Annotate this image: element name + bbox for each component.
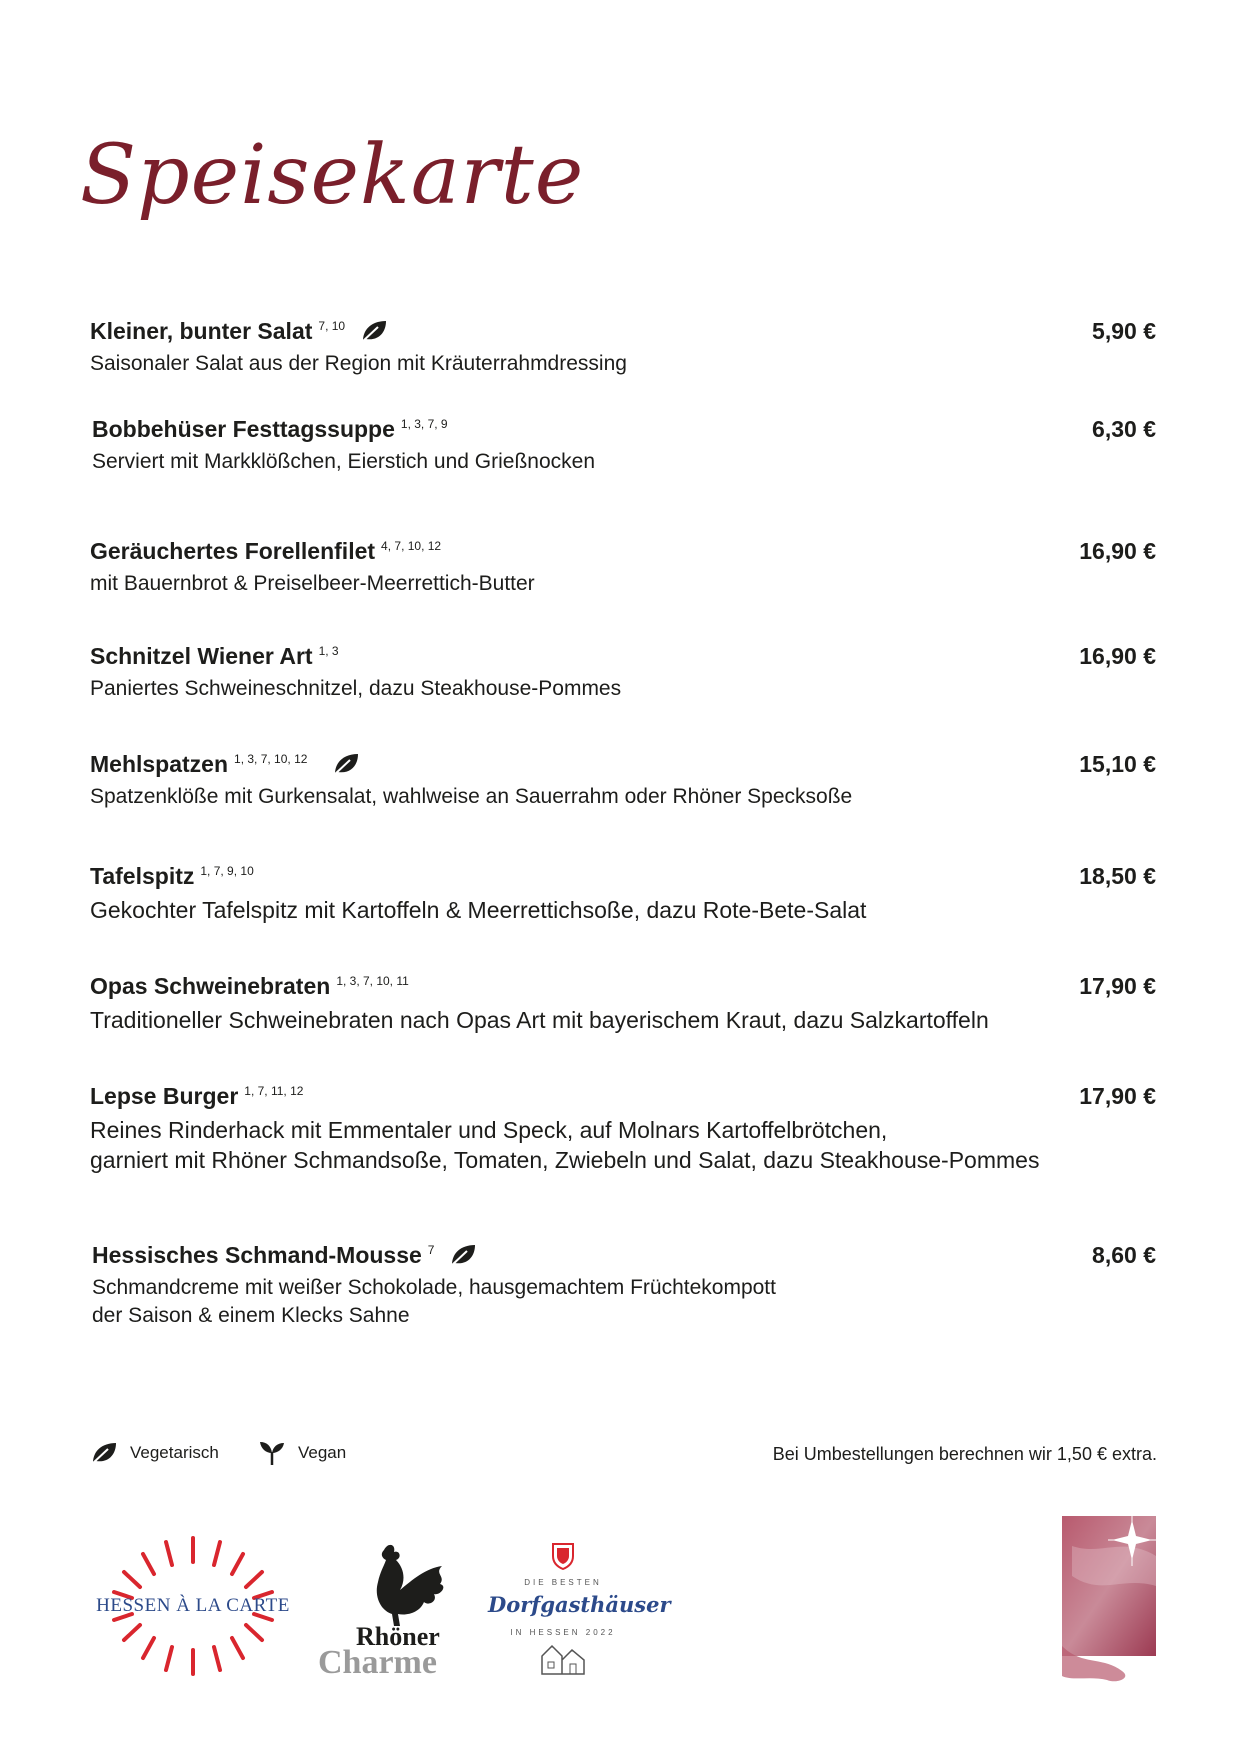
item-description-line: Reines Rinderhack mit Emmentaler und Speck, auf Molnars Kartoffelbrötchen, [90, 1117, 888, 1143]
item-name: Opas Schweinebraten [90, 973, 331, 999]
item-price: 16,90 € [1079, 643, 1156, 669]
item-allergens: 7, 10 [318, 319, 346, 333]
vegetarian-leaf-icon [360, 319, 388, 343]
rooster-icon [354, 1540, 454, 1630]
hessen-logo-text: HESSEN À LA CARTE [96, 1595, 290, 1616]
legend-label: Vegetarisch [130, 1443, 219, 1462]
item-price: 18,50 € [1079, 863, 1156, 889]
menu-item [90, 863, 1156, 925]
item-name: Hessisches Schmand-Mousse [92, 1242, 422, 1268]
menu-item [90, 1083, 1156, 1175]
item-allergens: 7 [427, 1243, 435, 1257]
item-price: 15,10 € [1079, 751, 1156, 777]
menu-item [90, 751, 1156, 811]
menu-item [90, 973, 1156, 1035]
item-description: Traditioneller Schweinebraten nach Opas Art mit bayerischem Kraut, dazu Salzkartoffeln [90, 1007, 989, 1033]
item-description [90, 1115, 1156, 1175]
menu-item [92, 1242, 1156, 1330]
item-name: Kleiner, bunter Salat [90, 318, 313, 344]
hessen-a-la-carte-logo [88, 1530, 298, 1680]
item-name: Geräuchertes Forellenfilet [90, 538, 376, 564]
item-price: 6,30 € [1092, 416, 1156, 442]
watercolor-star-decoration [1062, 1516, 1156, 1684]
dorf-top-text: DIE BESTEN [524, 1578, 602, 1587]
item-name: Bobbehüser Festtagssuppe [92, 416, 395, 442]
surcharge-note: Bei Umbestellungen berechnen wir 1,50 € extra. [772, 1444, 1157, 1464]
item-name: Tafelspitz [90, 863, 195, 889]
rhoener-charme-logo [316, 1540, 466, 1690]
menu-item [90, 538, 1156, 598]
item-description: Paniertes Schweineschnitzel, dazu Steakhouse-Pommes [90, 677, 622, 700]
item-price: 5,90 € [1092, 318, 1156, 344]
item-name: Mehlspatzen [90, 751, 229, 777]
item-name: Schnitzel Wiener Art [90, 643, 313, 669]
hessen-crest-icon [548, 1540, 578, 1570]
menu-item [90, 643, 1156, 703]
item-allergens: 1, 3, 7, 10, 12 [234, 752, 308, 766]
item-allergens: 1, 3, 7, 9 [400, 417, 448, 431]
rhoener-text: Rhöner [356, 1622, 440, 1651]
legend-vegan [258, 1440, 346, 1466]
legend-label: Vegan [298, 1443, 347, 1462]
item-price: 17,90 € [1079, 1083, 1156, 1109]
dorf-main-text: Dorfgasthäuser [488, 1592, 671, 1617]
item-description-line: der Saison & einem Klecks Sahne [92, 1304, 410, 1327]
item-allergens: 1, 3, 7, 10, 11 [336, 974, 409, 988]
item-allergens: 1, 7, 9, 10 [200, 864, 254, 878]
item-description [92, 1274, 1156, 1330]
item-allergens: 4, 7, 10, 12 [381, 539, 442, 553]
item-description-line: garniert mit Rhöner Schmandsoße, Tomaten, Zwiebeln und Salat, dazu Steakhouse-Pommes [90, 1147, 1040, 1173]
item-description-line: Schmandcreme mit weißer Schokolade, hausgemachtem Früchtekompott [92, 1276, 776, 1299]
vegetarian-leaf-icon [90, 1440, 118, 1466]
item-name: Lepse Burger [90, 1083, 239, 1109]
dorf-bottom-text: IN HESSEN 2022 [510, 1628, 616, 1637]
item-price: 8,60 € [1092, 1242, 1156, 1268]
dorfgasthaeuser-logo [488, 1540, 671, 1680]
page-title: Speisekarte [80, 128, 585, 223]
item-description: Saisonaler Salat aus der Region mit Kräuterrahmdressing [90, 352, 627, 375]
item-description: Spatzenklöße mit Gurkensalat, wahlweise an Sauerrahm oder Rhöner Specksoße [90, 785, 853, 808]
village-house-icon [538, 1640, 588, 1676]
item-price: 16,90 € [1079, 538, 1156, 564]
vegetarian-leaf-icon [332, 752, 360, 776]
menu-item [92, 416, 1156, 476]
item-description: mit Bauernbrot & Preiselbeer-Meerrettich-Butter [90, 572, 535, 595]
item-allergens: 1, 3 [318, 644, 339, 658]
menu-item [90, 318, 1156, 378]
item-description: Serviert mit Markklößchen, Eierstich und Grießnocken [92, 450, 596, 473]
vegetarian-leaf-icon [449, 1243, 477, 1267]
item-description: Gekochter Tafelspitz mit Kartoffeln & Meerrettichsoße, dazu Rote-Bete-Salat [90, 897, 867, 923]
item-price: 17,90 € [1079, 973, 1156, 999]
item-allergens: 1, 7, 11, 12 [244, 1084, 304, 1098]
vegan-sprout-icon [258, 1440, 286, 1466]
charme-text: Charme [318, 1644, 437, 1681]
legend-vegetarian [90, 1440, 219, 1466]
